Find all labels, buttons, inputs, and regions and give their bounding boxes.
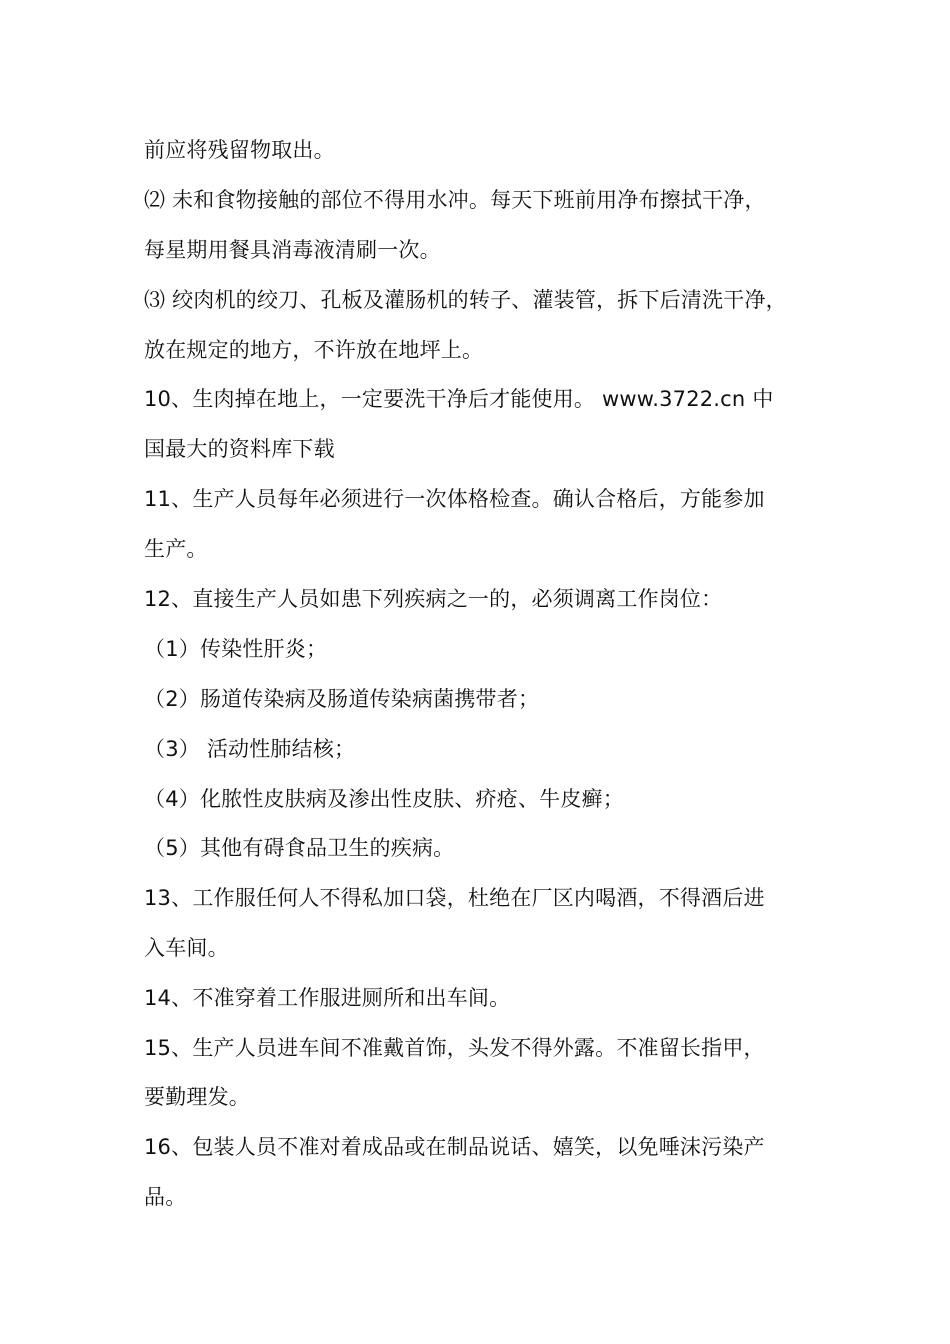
text-line: 国最大的资料库下载 bbox=[144, 437, 335, 461]
text-line: 11、生产人员每年必须进行一次体格检查。确认合格后，方能参加 bbox=[144, 487, 765, 511]
text-line: 13、工作服任何人不得私加口袋，杜绝在厂区内喝酒，不得酒后进 bbox=[144, 886, 765, 910]
text-line: 15、生产人员进车间不准戴首饰，头发不得外露。不准留长指甲， bbox=[144, 1036, 765, 1060]
list-item: （2）肠道传染病及肠道传染病菌携带者； bbox=[144, 687, 540, 711]
text-line: 12、直接生产人员如患下列疾病之一的，必须调离工作岗位： bbox=[144, 587, 723, 611]
text-line: 要勤理发。 bbox=[144, 1085, 250, 1109]
text-line: 前应将残留物取出。 bbox=[144, 138, 335, 162]
text-line: 每星期用餐具消毒液清刷一次。 bbox=[144, 238, 441, 262]
list-item: （3） 活动性肺结核； bbox=[144, 737, 356, 761]
text-line: ⑶ 绞肉机的绞刀、孔板及灌肠机的转子、灌装管，拆下后清洗干净， bbox=[144, 288, 787, 312]
text-line: 14、不准穿着工作服进厕所和出车间。 bbox=[144, 986, 511, 1010]
list-item: （1）传染性肝炎； bbox=[144, 637, 328, 661]
text-line: 16、包装人员不准对着成品或在制品说话、嬉笑，以免唾沫污染产 bbox=[144, 1135, 765, 1159]
text-line: 生产。 bbox=[144, 537, 208, 561]
text-line: 10、生肉掉在地上，一定要洗干净后才能使用。 www.3722.cn 中 bbox=[144, 387, 774, 411]
text-line: ⑵ 未和食物接触的部位不得用水冲。每天下班前用净布擦拭干净， bbox=[144, 188, 766, 212]
text-line: 放在规定的地方，不许放在地坪上。 bbox=[144, 338, 484, 362]
text-line: 品。 bbox=[144, 1185, 187, 1209]
text-line: 入车间。 bbox=[144, 936, 229, 960]
list-item: （5）其他有碍食品卫生的疾病。 bbox=[144, 836, 455, 860]
list-item: （4）化脓性皮肤病及渗出性皮肤、疥疮、牛皮癣； bbox=[144, 787, 624, 811]
